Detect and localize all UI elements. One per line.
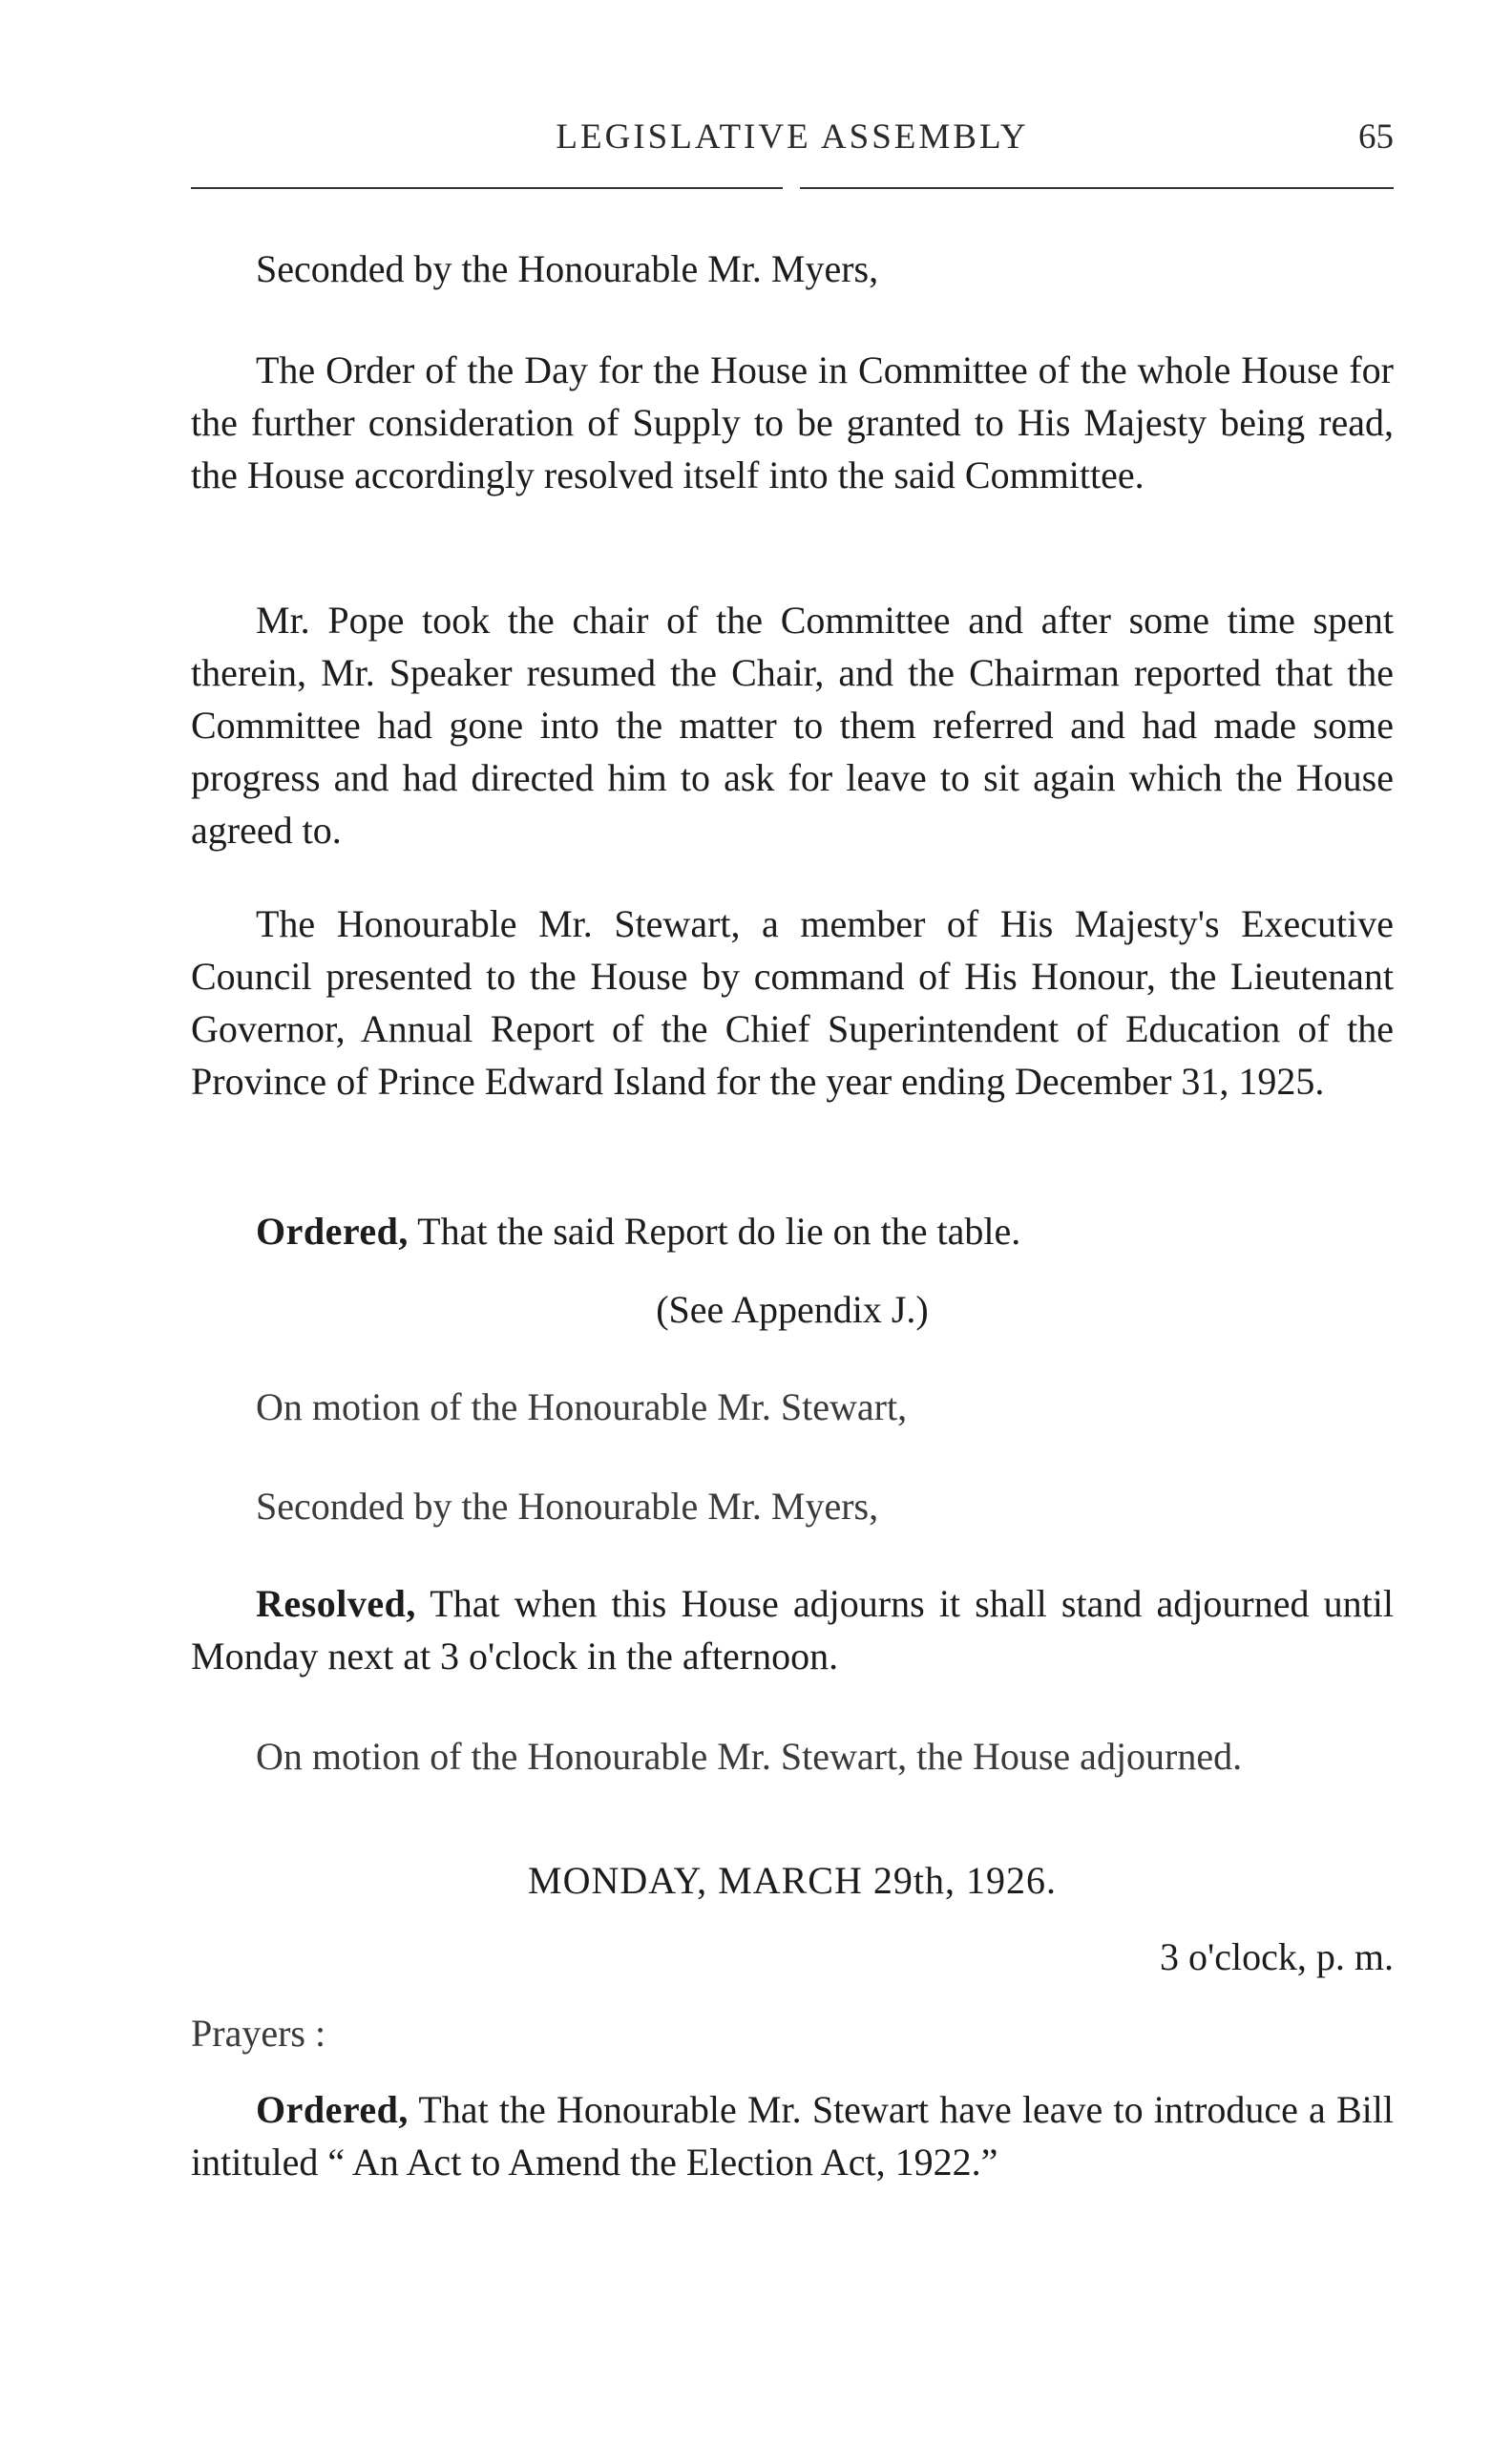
prayers-line: Prayers : [191, 2012, 326, 2055]
paragraph-seconded-2: Seconded by the Honourable Mr. Myers, [256, 1485, 879, 1528]
resolved-label: Resolved, [256, 1582, 416, 1625]
ordered-bill-text: That the Honourable Mr. Stewart have leave to introduce a Bill intituled “ An Act to Amend the Election Act, 1922.” [191, 2088, 1394, 2184]
paragraph-adjourned: On motion of the Honourable Mr. Stewart, the House adjourned. [256, 1735, 1243, 1778]
ordered-bill-label: Ordered, [256, 2088, 409, 2131]
resolved-text: That when this House adjourns it shall stand adjourned until Monday next at 3 o'clock in the afternoon. [191, 1582, 1394, 1678]
paragraph-ordered-table [191, 1205, 1394, 1257]
paragraph-motion-1: On motion of the Honourable Mr. Stewart, [256, 1385, 908, 1428]
page-number: 65 [1358, 117, 1394, 157]
paragraph-annual-report: The Honourable Mr. Stewart, a member of His Majesty's Executive Council presented to the House by command of His Honour, the Lieutenant Governor, Annual Report of the Chief Superintendent of Education of the Province of Prince Edward Island for the year ending December 31, 1925. [191, 902, 1394, 1103]
time-line: 3 o'clock, p. m. [1160, 1935, 1394, 1978]
paragraph-resolved [191, 1577, 1394, 1682]
paragraph-seconded-1: Seconded by the Honourable Mr. Myers, [256, 247, 879, 290]
page-header [191, 116, 1394, 164]
ordered-text: That the said Report do lie on the table. [408, 1210, 1021, 1253]
header-rule-left [191, 187, 783, 189]
appendix-reference: (See Appendix J.) [656, 1288, 929, 1331]
paragraph-order-of-day: The Order of the Day for the House in Committee of the whole House for the further consideration of Supply to be granted to His Majesty being read, the House accordingly resolved itself into the said Committee. [191, 348, 1394, 496]
ordered-label: Ordered, [256, 1210, 409, 1253]
header-rule-right [800, 187, 1394, 189]
running-title: LEGISLATIVE ASSEMBLY [556, 117, 1029, 157]
paragraph-ordered-bill [191, 2083, 1394, 2188]
date-heading: MONDAY, MARCH 29th, 1926. [528, 1859, 1057, 1902]
paragraph-committee-report: Mr. Pope took the chair of the Committee and after some time spent therein, Mr. Speaker resumed the Chair, and the Chairman reported that the Committee had gone into the matter to them referred and had made some progress and had directed him to ask for leave to sit again which the House agreed to. [191, 599, 1394, 852]
